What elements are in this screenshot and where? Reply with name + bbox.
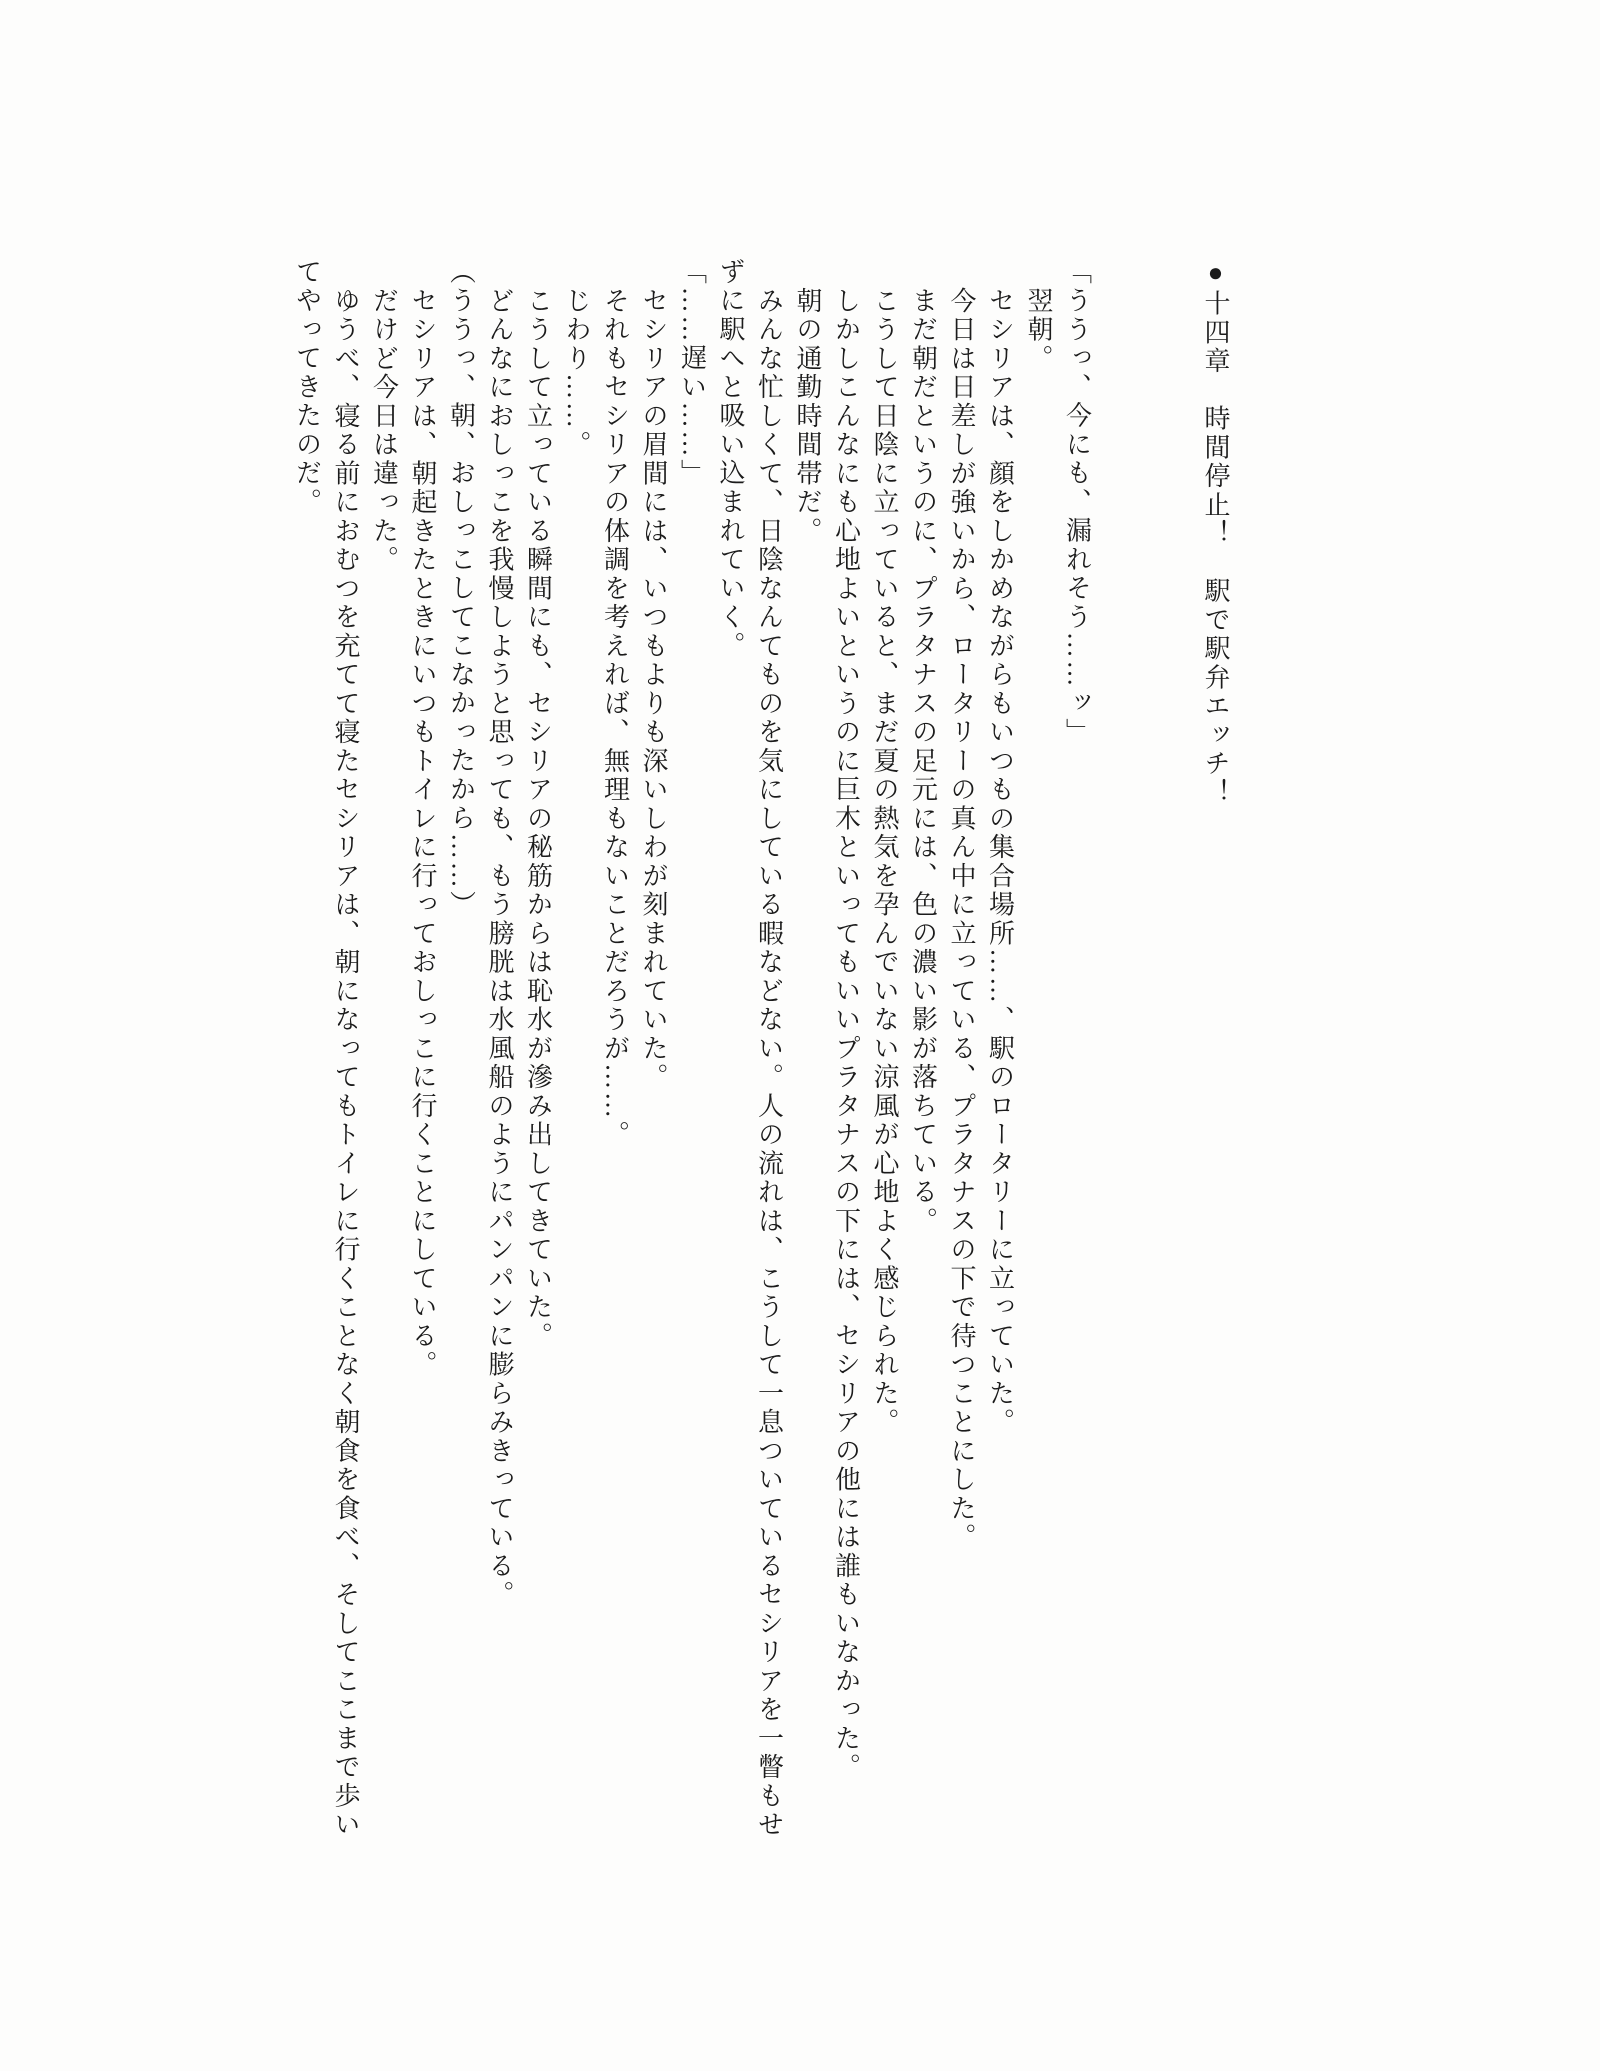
- paragraph: 「ううっ、今にも、漏れそう……ッ」: [1062, 258, 1092, 747]
- chapter-heading: ●十四章 時間停止！ 駅で駅弁エッチ！: [1201, 258, 1230, 808]
- paragraph: セシリアは、朝起きたときにいつもトイレに行っておしっこに行くことにしている。: [408, 287, 437, 1380]
- paragraph: じわり……。: [562, 287, 591, 460]
- paragraph: ゆうべ、寝る前におむつを充てて寝たセシリアは、朝になってもトイレに行くことなく朝食を食べ、そしてここまで歩いてやってきたのだ。: [292, 258, 360, 1840]
- paragraph: しかしこんなにも心地よいというのに巨木といってもいいプラタナスの下には、セシリアの他には誰もいなかった。: [831, 287, 861, 1782]
- paragraph: まだ朝だというのに、プラタナスの足元には、色の濃い影が落ちている。: [908, 287, 938, 1236]
- paragraph: （ううっ、朝、おしっこしてこなかったから……）: [446, 258, 476, 920]
- paragraph: だけど今日は違った。: [369, 287, 399, 575]
- paragraph: セシリアの眉間には、いつもよりも深いしわが刻まれていた。: [639, 287, 668, 1092]
- paragraph: 朝の通勤時間帯だ。: [793, 287, 822, 546]
- paragraph: 「……遅い……」: [677, 258, 707, 488]
- paragraph: セシリアは、顔をしかめながらもいつもの集合場所……、駅のロータリーに立っていた。: [985, 287, 1015, 1437]
- paragraph: どんなにおしっこを我慢しようと思っても、もう膀胱は水風船のようにパンパンに膨らみきっている。: [485, 287, 514, 1610]
- paragraph: こうして立っている瞬間にも、セシリアの秘筋からは恥水が滲み出してきていた。: [523, 287, 553, 1351]
- body-text: [287, 258, 1234, 1843]
- paragraph: こうして日陰に立っていると、まだ夏の熱気を孕んでいない涼風が心地よく感じられた。: [870, 287, 899, 1437]
- paragraph: 今日は日差しが強いから、ロータリーの真ん中に立っている、プラタナスの下で待つことにした。: [947, 287, 976, 1552]
- paragraph: それもセシリアの体調を考えれば、無理もないことだろうが……。: [600, 287, 630, 1150]
- paragraph: 翌朝。: [1024, 287, 1053, 374]
- paragraph: みんな忙しくて、日陰なんてものを気にしている暇などない。人の流れは、こうして一息ついているセシリアを一瞥もせずに駅へと吸い込まれていく。: [716, 258, 784, 1840]
